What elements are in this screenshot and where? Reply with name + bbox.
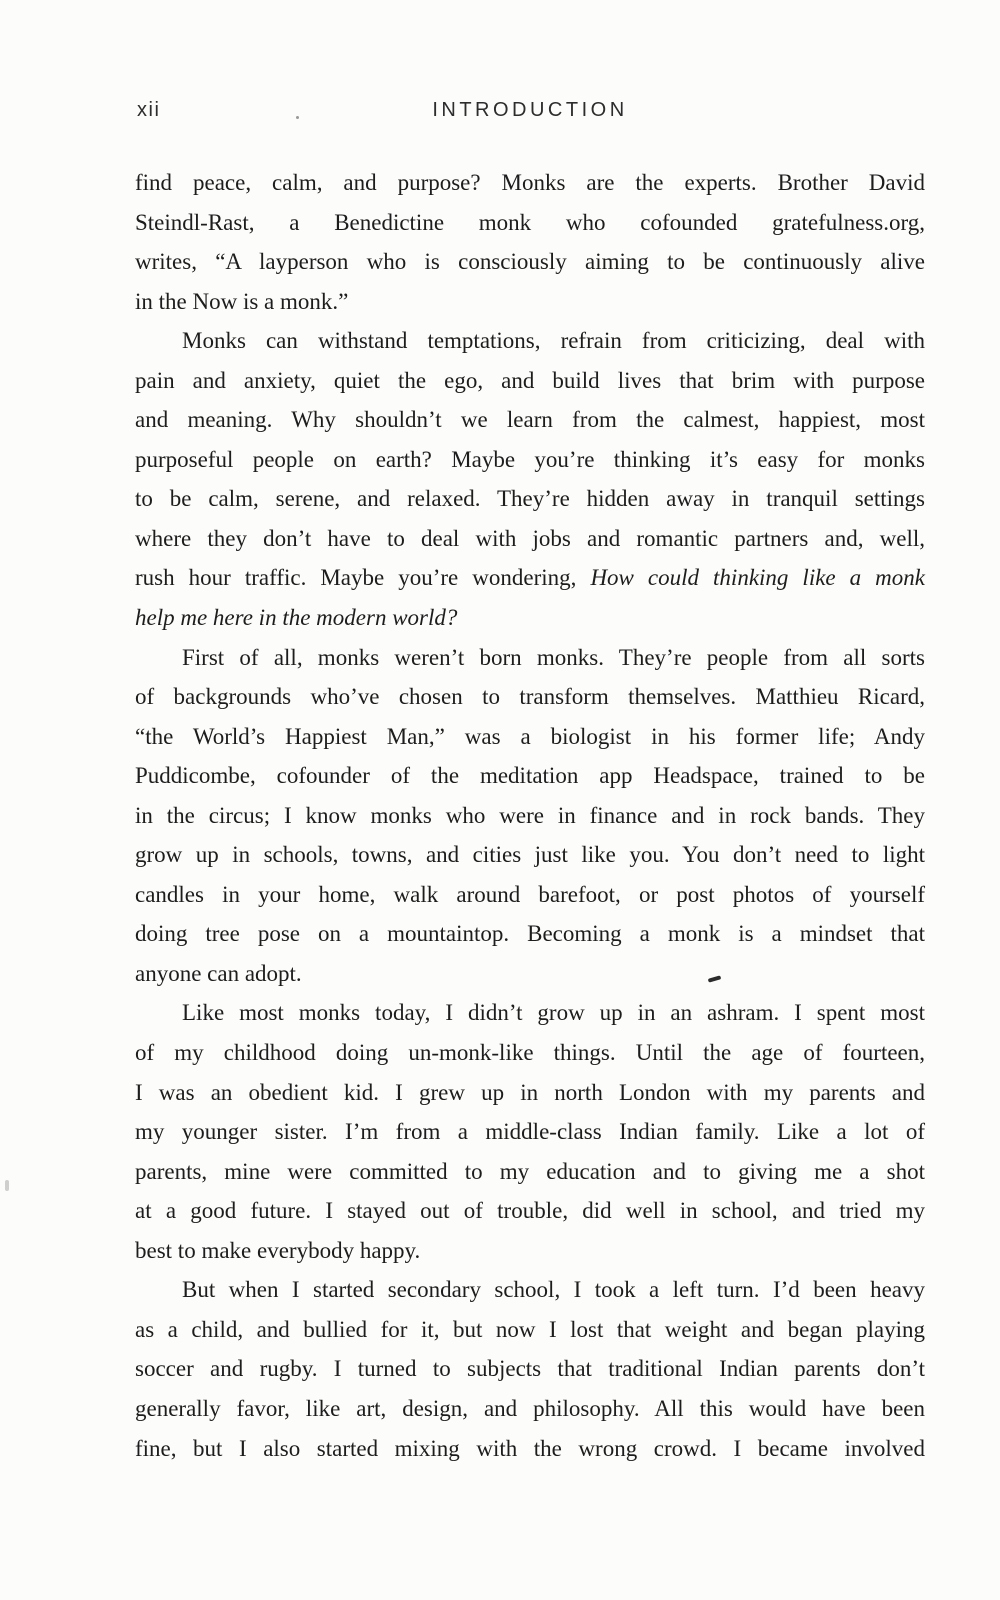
text-line: in the circus; I know monks who were in finance and in rock bands. They	[135, 802, 925, 828]
text-line: anyone can adopt.	[135, 960, 302, 986]
text-line: best to make everybody happy.	[135, 1237, 421, 1263]
text-line: help me here in the modern world?	[135, 605, 458, 631]
text-line: Like most monks today, I didn’t grow up in an ashram. I spent most	[182, 1000, 925, 1026]
text-line: of my childhood doing un-monk-like things. Until the age of fourteen,	[135, 1040, 925, 1066]
text-line: I was an obedient kid. I grew up in north London with my parents and	[135, 1079, 925, 1105]
paragraph-5	[135, 1270, 925, 1468]
text-line: Puddicombe, cofounder of the meditation app Headspace, trained to be	[135, 763, 925, 789]
page-number: xii	[137, 99, 161, 121]
text-line: purposeful people on earth? Maybe you’re thinking it’s easy for monks	[135, 446, 925, 472]
running-header	[135, 99, 925, 125]
running-head-title: INTRODUCTION	[432, 99, 628, 121]
text-line: parents, mine were committed to my education and to giving me a shot	[135, 1158, 925, 1184]
text-line: candles in your home, walk around barefoot, or post photos of yourself	[135, 881, 925, 907]
text-line: of backgrounds who’ve chosen to transform themselves. Matthieu Ricard,	[135, 684, 925, 710]
text-line: find peace, calm, and purpose? Monks are the experts. Brother David	[135, 170, 925, 195]
paragraph-2	[135, 321, 925, 637]
paragraph-4	[135, 993, 925, 1270]
text-line: my younger sister. I’m from a middle-class Indian family. Like a lot of	[135, 1119, 925, 1145]
text-line: generally favor, like art, design, and philosophy. All this would have been	[135, 1395, 925, 1421]
text-line: as a child, and bullied for it, but now I lost that weight and began playing	[135, 1316, 925, 1342]
text-line: soccer and rugby. I turned to subjects that traditional Indian parents don’t	[135, 1356, 925, 1382]
text-line: in the Now is a monk.”	[135, 288, 349, 314]
text-line-mixed	[135, 558, 925, 598]
text-line: and meaning. Why shouldn’t we learn from the calmest, happiest, most	[135, 407, 925, 433]
text-roman: rush hour traffic. Maybe you’re wondering,	[135, 565, 591, 591]
text-line: First of all, monks weren’t born monks. They’re people from all sorts	[182, 644, 925, 670]
text-italic: How could thinking like a monk	[590, 565, 925, 591]
text-line: Monks can withstand temptations, refrain from criticizing, deal with	[182, 328, 925, 354]
text-line: where they don’t have to deal with jobs and romantic partners and, well,	[135, 525, 925, 551]
scan-speck	[296, 116, 299, 119]
text-line: Steindl-Rast, a Benedictine monk who cofounded gratefulness.org,	[135, 209, 925, 235]
text-line: writes, “A layperson who is consciously aiming to be continuously alive	[135, 249, 925, 275]
text-line: grow up in schools, towns, and cities just like you. You don’t need to light	[135, 842, 925, 868]
text-line: “the World’s Happiest Man,” was a biologist in his former life; Andy	[135, 723, 925, 749]
paragraph-1	[135, 163, 925, 321]
text-line: But when I started secondary school, I took a left turn. I’d been heavy	[182, 1277, 925, 1303]
text-line: to be calm, serene, and relaxed. They’re hidden away in tranquil settings	[135, 486, 925, 512]
paragraph-3	[135, 638, 925, 994]
text-line: at a good future. I stayed out of trouble, did well in school, and tried my	[135, 1198, 925, 1224]
body-text	[135, 163, 925, 1468]
scan-smudge	[5, 1180, 9, 1191]
text-line: fine, but I also started mixing with the wrong crowd. I became involved	[135, 1435, 925, 1461]
text-line: pain and anxiety, quiet the ego, and build lives that brim with purpose	[135, 367, 925, 393]
text-line: doing tree pose on a mountaintop. Becoming a monk is a mindset that	[135, 921, 925, 947]
